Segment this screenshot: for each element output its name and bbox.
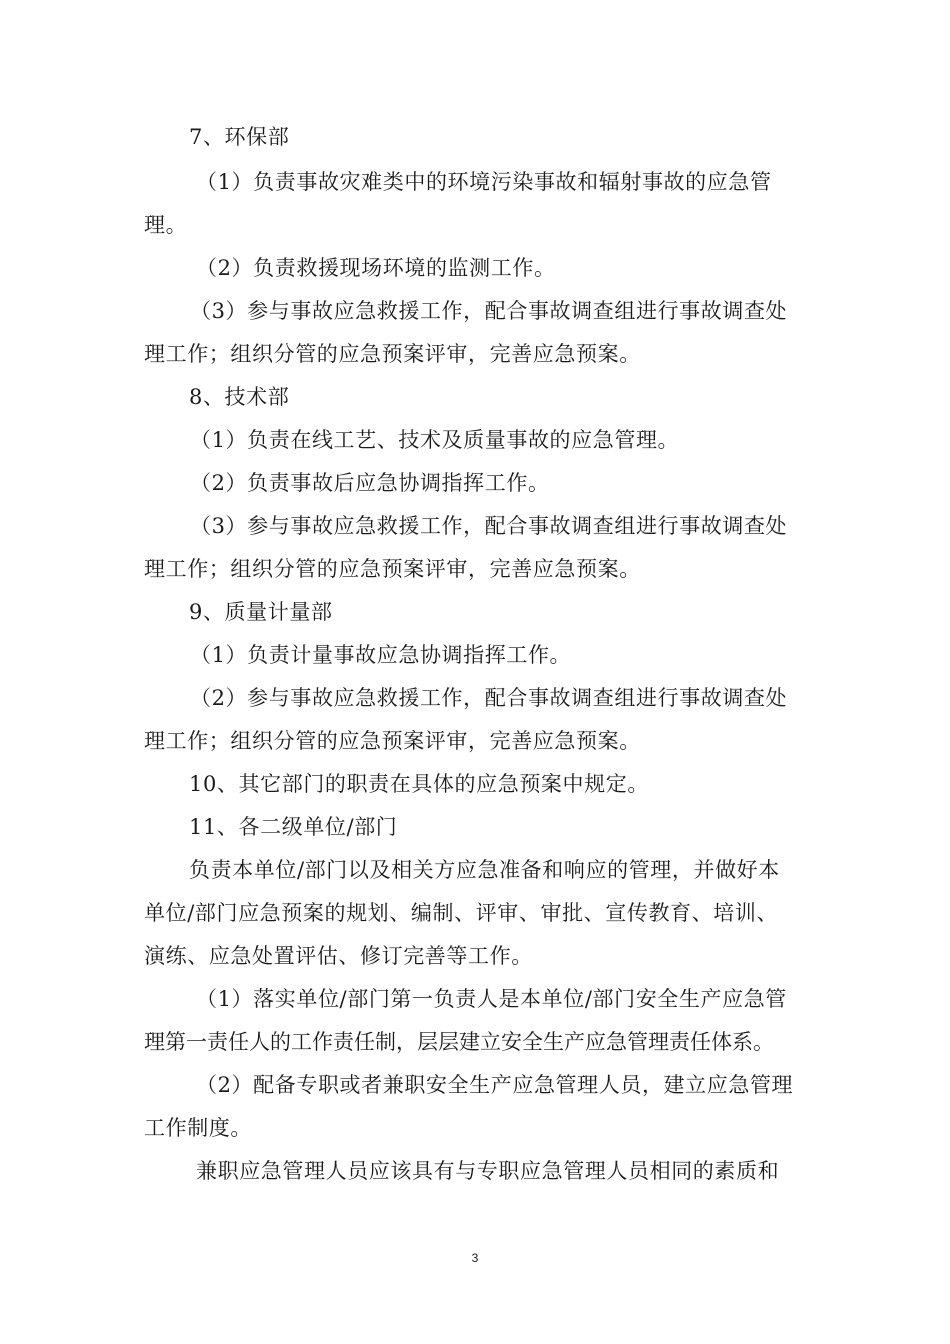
paragraph-line: 演练、应急处置评估、修订完善等工作。 (144, 944, 533, 968)
paragraph-line: 负责本单位/部门以及相关方应急准备和响应的管理，并做好本 (189, 858, 780, 882)
paragraph-line: （2）负责救援现场环境的监测工作。 (196, 256, 556, 280)
paragraph-line: （1）负责在线工艺、技术及质量事故的应急管理。 (190, 428, 680, 452)
paragraph-line: 理工作；组织分管的应急预案评审，完善应急预案。 (144, 729, 641, 753)
paragraph-line: 理第一责任人的工作责任制，层层建立安全生产应急管理责任体系。 (144, 1030, 774, 1054)
paragraph-line: （2）参与事故应急救援工作，配合事故调查组进行事故调查处 (190, 686, 788, 710)
paragraph-line: 理工作；组织分管的应急预案评审，完善应急预案。 (144, 557, 641, 581)
paragraph-line: （2）负责事故后应急协调指挥工作。 (190, 471, 550, 495)
paragraph-line: （1）落实单位/部门第一负责人是本单位/部门安全生产应急管 (196, 987, 787, 1011)
heading-environment-dept: 7、环保部 (189, 125, 290, 149)
paragraph-line: （3）参与事故应急救援工作，配合事故调查组进行事故调查处 (190, 299, 788, 323)
paragraph-line: （3）参与事故应急救援工作，配合事故调查组进行事故调查处 (190, 514, 788, 538)
heading-other-depts: 10、其它部门的职责在具体的应急预案中规定。 (189, 772, 649, 796)
paragraph-line: （2）配备专职或者兼职安全生产应急管理人员，建立应急管理 (196, 1073, 794, 1097)
paragraph-line: 理工作；组织分管的应急预案评审，完善应急预案。 (144, 342, 641, 366)
paragraph-line: （1）负责计量事故应急协调指挥工作。 (190, 643, 572, 667)
paragraph-line: 兼职应急管理人员应该具有与专职应急管理人员相同的素质和 (196, 1159, 780, 1183)
paragraph-line: 单位/部门应急预案的规划、编制、评审、审批、宣传教育、培训、 (144, 901, 779, 925)
heading-quality-metrology-dept: 9、质量计量部 (189, 600, 333, 624)
paragraph-line: （1）负责事故灾难类中的环境污染事故和辐射事故的应急管 (196, 170, 772, 194)
page-number: 3 (471, 1251, 479, 1265)
paragraph-line: 理。 (144, 213, 188, 237)
heading-secondary-units: 11、各二级单位/部门 (189, 815, 398, 839)
paragraph-line: 工作制度。 (144, 1116, 252, 1140)
heading-technology-dept: 8、技术部 (189, 385, 290, 409)
